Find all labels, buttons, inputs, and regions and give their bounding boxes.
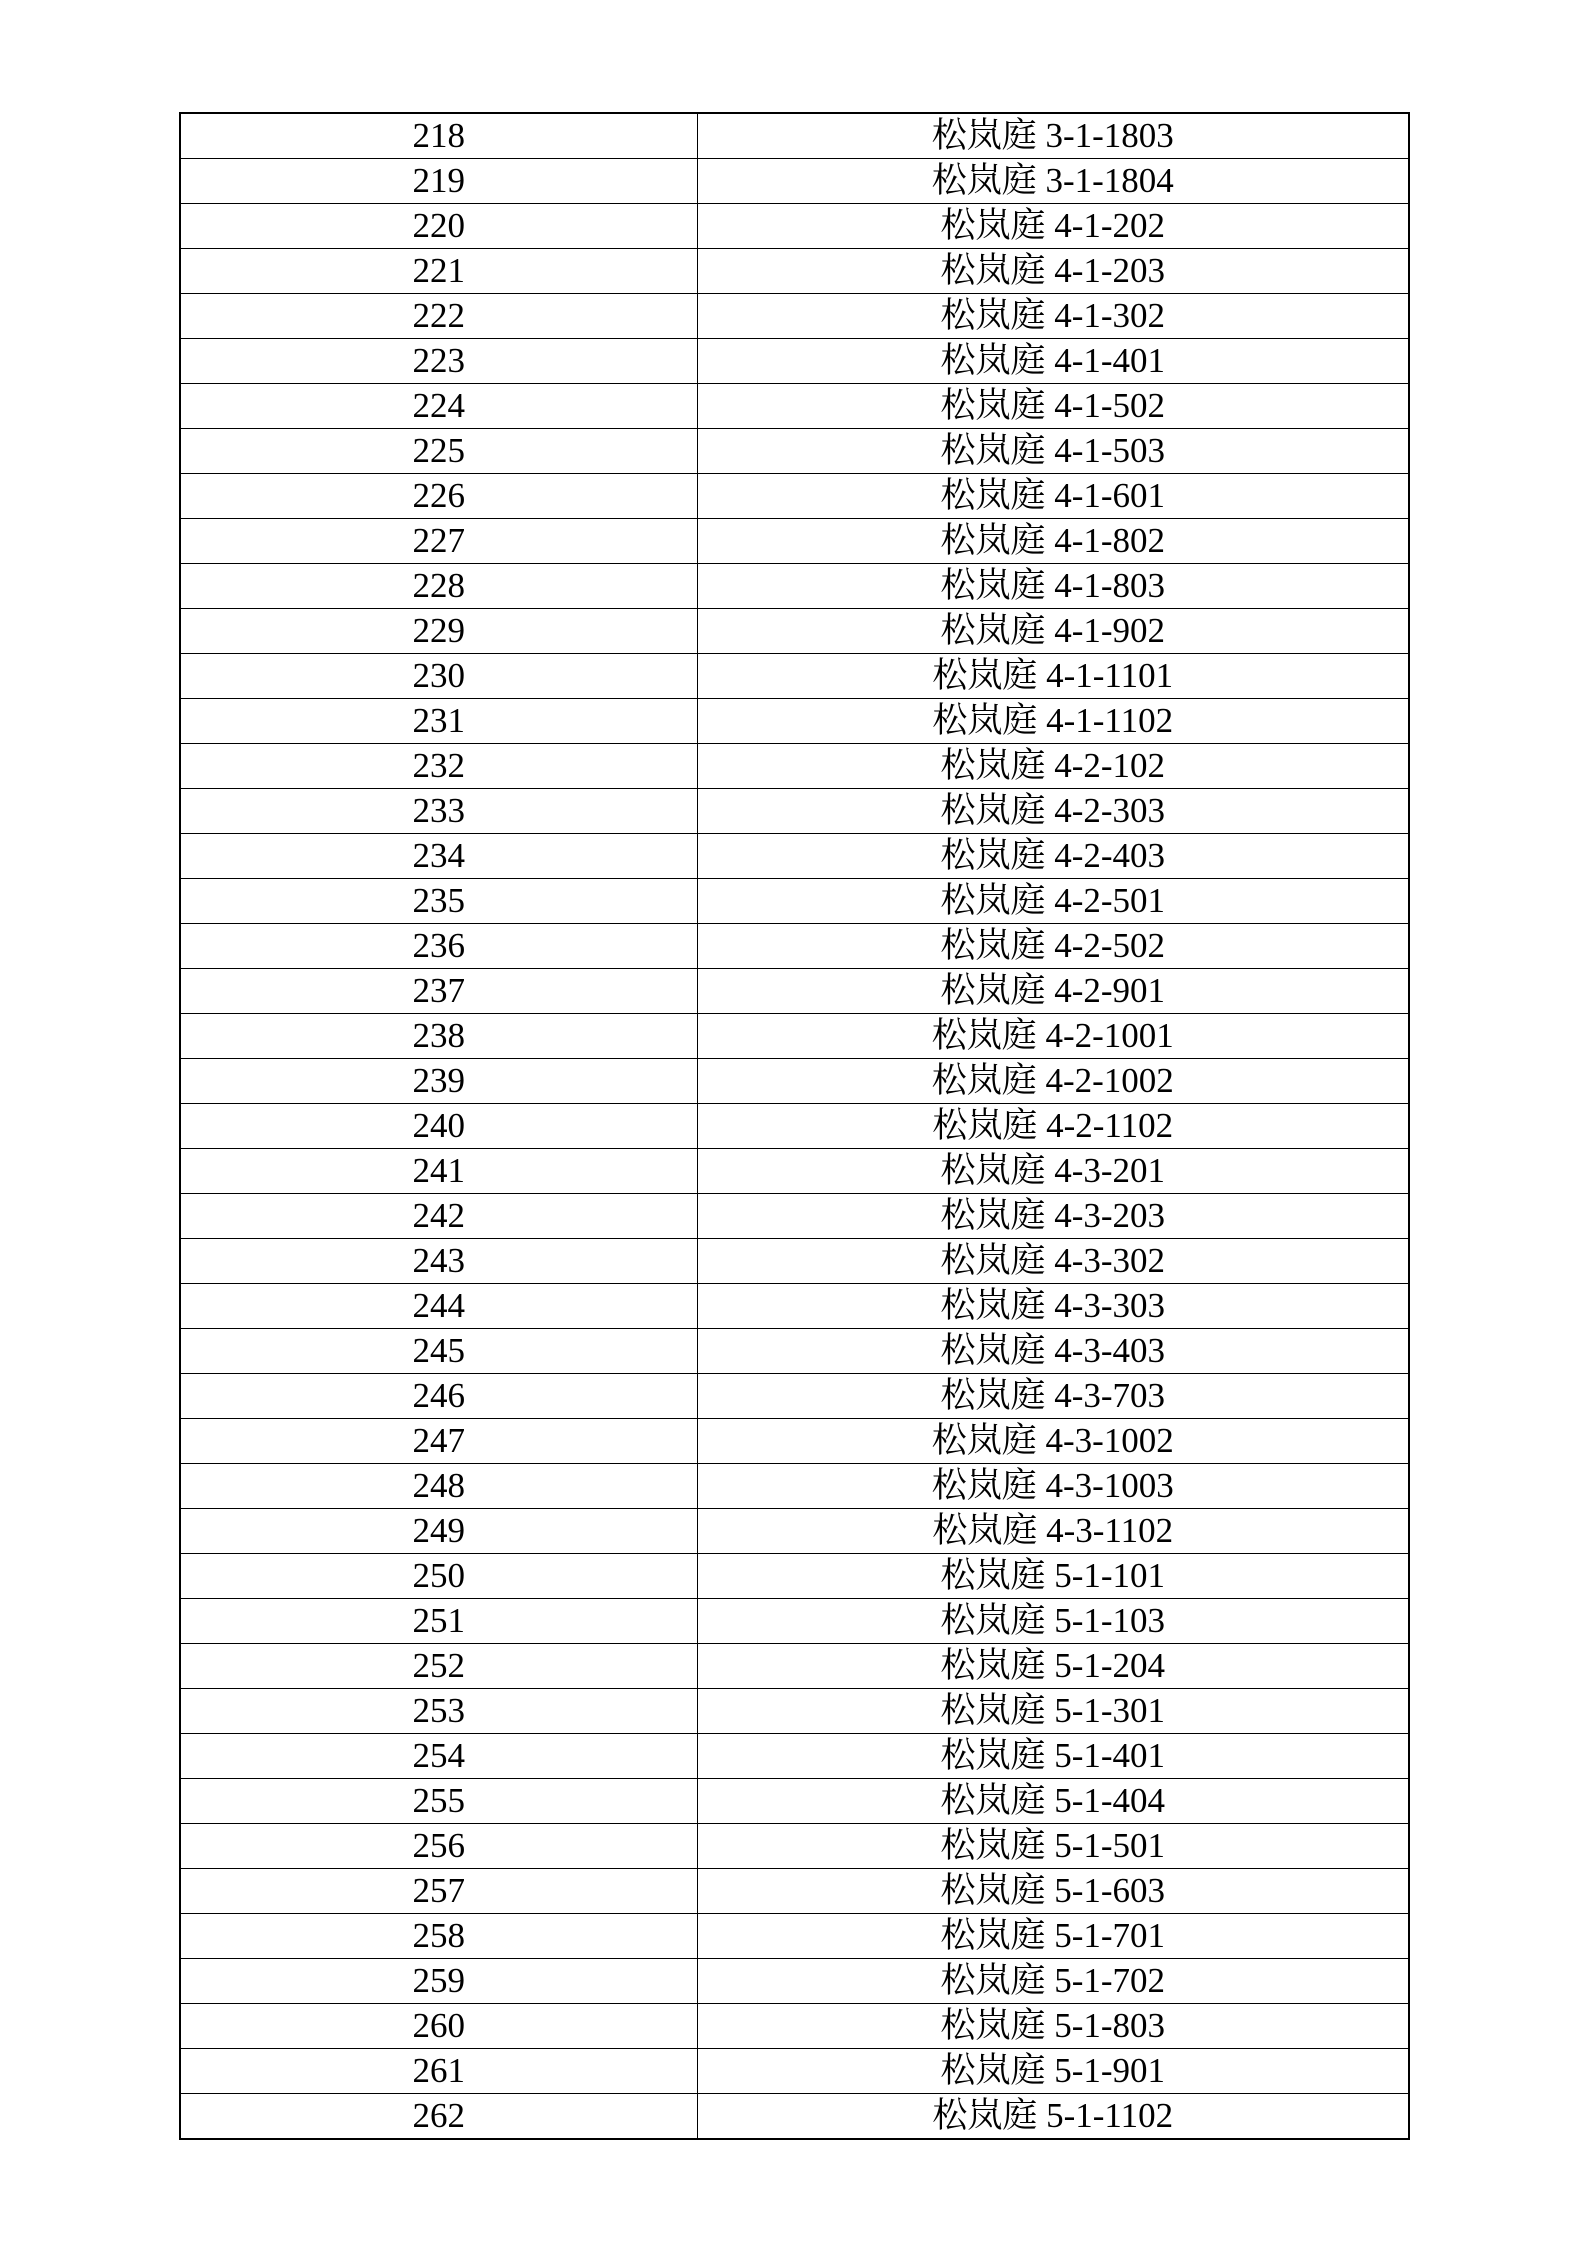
row-unit-cell: 松岚庭 5-1-1102 [697, 2094, 1409, 2140]
row-unit-cell: 松岚庭 4-1-302 [697, 294, 1409, 339]
row-unit-cell: 松岚庭 4-2-102 [697, 744, 1409, 789]
row-index-cell: 230 [180, 654, 697, 699]
row-index-cell: 258 [180, 1914, 697, 1959]
row-index-cell: 254 [180, 1734, 697, 1779]
row-index-cell: 218 [180, 113, 697, 159]
row-unit-cell: 松岚庭 5-1-401 [697, 1734, 1409, 1779]
row-unit-cell: 松岚庭 4-2-1102 [697, 1104, 1409, 1149]
row-index-cell: 256 [180, 1824, 697, 1869]
table-row [180, 699, 1409, 744]
row-index-cell: 242 [180, 1194, 697, 1239]
row-unit-cell: 松岚庭 4-3-203 [697, 1194, 1409, 1239]
table-row [180, 969, 1409, 1014]
table-row [180, 654, 1409, 699]
row-index-cell: 229 [180, 609, 697, 654]
row-index-cell: 253 [180, 1689, 697, 1734]
row-unit-cell: 松岚庭 5-1-301 [697, 1689, 1409, 1734]
row-index-cell: 243 [180, 1239, 697, 1284]
row-index-cell: 248 [180, 1464, 697, 1509]
table-row [180, 1644, 1409, 1689]
row-unit-cell: 松岚庭 5-1-702 [697, 1959, 1409, 2004]
table-row [180, 1284, 1409, 1329]
table-row [180, 1464, 1409, 1509]
table-row [180, 834, 1409, 879]
row-index-cell: 261 [180, 2049, 697, 2094]
table-row [180, 1554, 1409, 1599]
table-row [180, 564, 1409, 609]
row-unit-cell: 松岚庭 4-1-401 [697, 339, 1409, 384]
row-index-cell: 232 [180, 744, 697, 789]
table-row [180, 1599, 1409, 1644]
row-index-cell: 227 [180, 519, 697, 564]
row-unit-cell: 松岚庭 4-3-1003 [697, 1464, 1409, 1509]
table-row [180, 1509, 1409, 1554]
row-unit-cell: 松岚庭 4-3-1102 [697, 1509, 1409, 1554]
row-unit-cell: 松岚庭 4-3-303 [697, 1284, 1409, 1329]
row-index-cell: 221 [180, 249, 697, 294]
row-index-cell: 249 [180, 1509, 697, 1554]
row-unit-cell: 松岚庭 4-2-303 [697, 789, 1409, 834]
row-unit-cell: 松岚庭 4-1-203 [697, 249, 1409, 294]
row-index-cell: 262 [180, 2094, 697, 2140]
row-unit-cell: 松岚庭 4-1-502 [697, 384, 1409, 429]
row-index-cell: 251 [180, 1599, 697, 1644]
row-unit-cell: 松岚庭 4-1-1101 [697, 654, 1409, 699]
table-row [180, 1869, 1409, 1914]
table-row [180, 879, 1409, 924]
table-row [180, 294, 1409, 339]
row-index-cell: 235 [180, 879, 697, 924]
row-index-cell: 233 [180, 789, 697, 834]
row-unit-cell: 松岚庭 5-1-901 [697, 2049, 1409, 2094]
table-row [180, 1419, 1409, 1464]
table-row [180, 429, 1409, 474]
row-unit-cell: 松岚庭 4-3-403 [697, 1329, 1409, 1374]
table-row [180, 2094, 1409, 2140]
row-unit-cell: 松岚庭 4-3-1002 [697, 1419, 1409, 1464]
row-index-cell: 250 [180, 1554, 697, 1599]
table-row [180, 1689, 1409, 1734]
row-unit-cell: 松岚庭 5-1-501 [697, 1824, 1409, 1869]
row-unit-cell: 松岚庭 4-1-601 [697, 474, 1409, 519]
table-row [180, 1149, 1409, 1194]
table-row [180, 1059, 1409, 1104]
row-index-cell: 231 [180, 699, 697, 744]
row-unit-cell: 松岚庭 4-1-202 [697, 204, 1409, 249]
row-index-cell: 259 [180, 1959, 697, 2004]
row-unit-cell: 松岚庭 5-1-803 [697, 2004, 1409, 2049]
row-index-cell: 257 [180, 1869, 697, 1914]
row-index-cell: 240 [180, 1104, 697, 1149]
row-index-cell: 234 [180, 834, 697, 879]
row-unit-cell: 松岚庭 5-1-204 [697, 1644, 1409, 1689]
table-row [180, 1824, 1409, 1869]
table-row [180, 384, 1409, 429]
table-row [180, 519, 1409, 564]
row-index-cell: 223 [180, 339, 697, 384]
table-row [180, 1374, 1409, 1419]
row-unit-cell: 松岚庭 3-1-1804 [697, 159, 1409, 204]
table-row [180, 204, 1409, 249]
row-index-cell: 239 [180, 1059, 697, 1104]
row-index-cell: 225 [180, 429, 697, 474]
row-index-cell: 222 [180, 294, 697, 339]
row-unit-cell: 松岚庭 5-1-404 [697, 1779, 1409, 1824]
row-unit-cell: 松岚庭 3-1-1803 [697, 113, 1409, 159]
table-row [180, 1194, 1409, 1239]
table-row [180, 339, 1409, 384]
table-row [180, 113, 1409, 159]
row-index-cell: 238 [180, 1014, 697, 1059]
table-row [180, 1329, 1409, 1374]
table-row [180, 474, 1409, 519]
row-unit-cell: 松岚庭 4-3-302 [697, 1239, 1409, 1284]
row-index-cell: 226 [180, 474, 697, 519]
row-unit-cell: 松岚庭 4-2-901 [697, 969, 1409, 1014]
table-row [180, 249, 1409, 294]
row-unit-cell: 松岚庭 4-1-802 [697, 519, 1409, 564]
row-index-cell: 244 [180, 1284, 697, 1329]
table-row [180, 744, 1409, 789]
table-row [180, 1779, 1409, 1824]
table-row [180, 1959, 1409, 2004]
table-row [180, 789, 1409, 834]
row-unit-cell: 松岚庭 4-2-403 [697, 834, 1409, 879]
table-row [180, 1734, 1409, 1779]
table-row [180, 1914, 1409, 1959]
row-index-cell: 220 [180, 204, 697, 249]
table-row [180, 924, 1409, 969]
table-row [180, 1014, 1409, 1059]
unit-table-body [180, 113, 1409, 2139]
table-row [180, 609, 1409, 654]
row-unit-cell: 松岚庭 4-1-902 [697, 609, 1409, 654]
row-unit-cell: 松岚庭 4-1-803 [697, 564, 1409, 609]
row-index-cell: 245 [180, 1329, 697, 1374]
row-unit-cell: 松岚庭 5-1-101 [697, 1554, 1409, 1599]
row-index-cell: 252 [180, 1644, 697, 1689]
table-row [180, 2049, 1409, 2094]
row-index-cell: 260 [180, 2004, 697, 2049]
row-unit-cell: 松岚庭 4-1-503 [697, 429, 1409, 474]
row-unit-cell: 松岚庭 5-1-701 [697, 1914, 1409, 1959]
row-unit-cell: 松岚庭 4-2-501 [697, 879, 1409, 924]
table-row [180, 2004, 1409, 2049]
row-index-cell: 228 [180, 564, 697, 609]
row-unit-cell: 松岚庭 4-2-502 [697, 924, 1409, 969]
row-unit-cell: 松岚庭 4-2-1002 [697, 1059, 1409, 1104]
row-unit-cell: 松岚庭 5-1-103 [697, 1599, 1409, 1644]
row-unit-cell: 松岚庭 4-2-1001 [697, 1014, 1409, 1059]
table-row [180, 159, 1409, 204]
row-unit-cell: 松岚庭 4-3-201 [697, 1149, 1409, 1194]
row-index-cell: 236 [180, 924, 697, 969]
unit-table [179, 112, 1410, 2140]
row-index-cell: 224 [180, 384, 697, 429]
table-row [180, 1239, 1409, 1284]
row-unit-cell: 松岚庭 5-1-603 [697, 1869, 1409, 1914]
table-row [180, 1104, 1409, 1149]
row-unit-cell: 松岚庭 4-3-703 [697, 1374, 1409, 1419]
row-index-cell: 246 [180, 1374, 697, 1419]
row-unit-cell: 松岚庭 4-1-1102 [697, 699, 1409, 744]
row-index-cell: 241 [180, 1149, 697, 1194]
row-index-cell: 237 [180, 969, 697, 1014]
row-index-cell: 255 [180, 1779, 697, 1824]
row-index-cell: 247 [180, 1419, 697, 1464]
row-index-cell: 219 [180, 159, 697, 204]
